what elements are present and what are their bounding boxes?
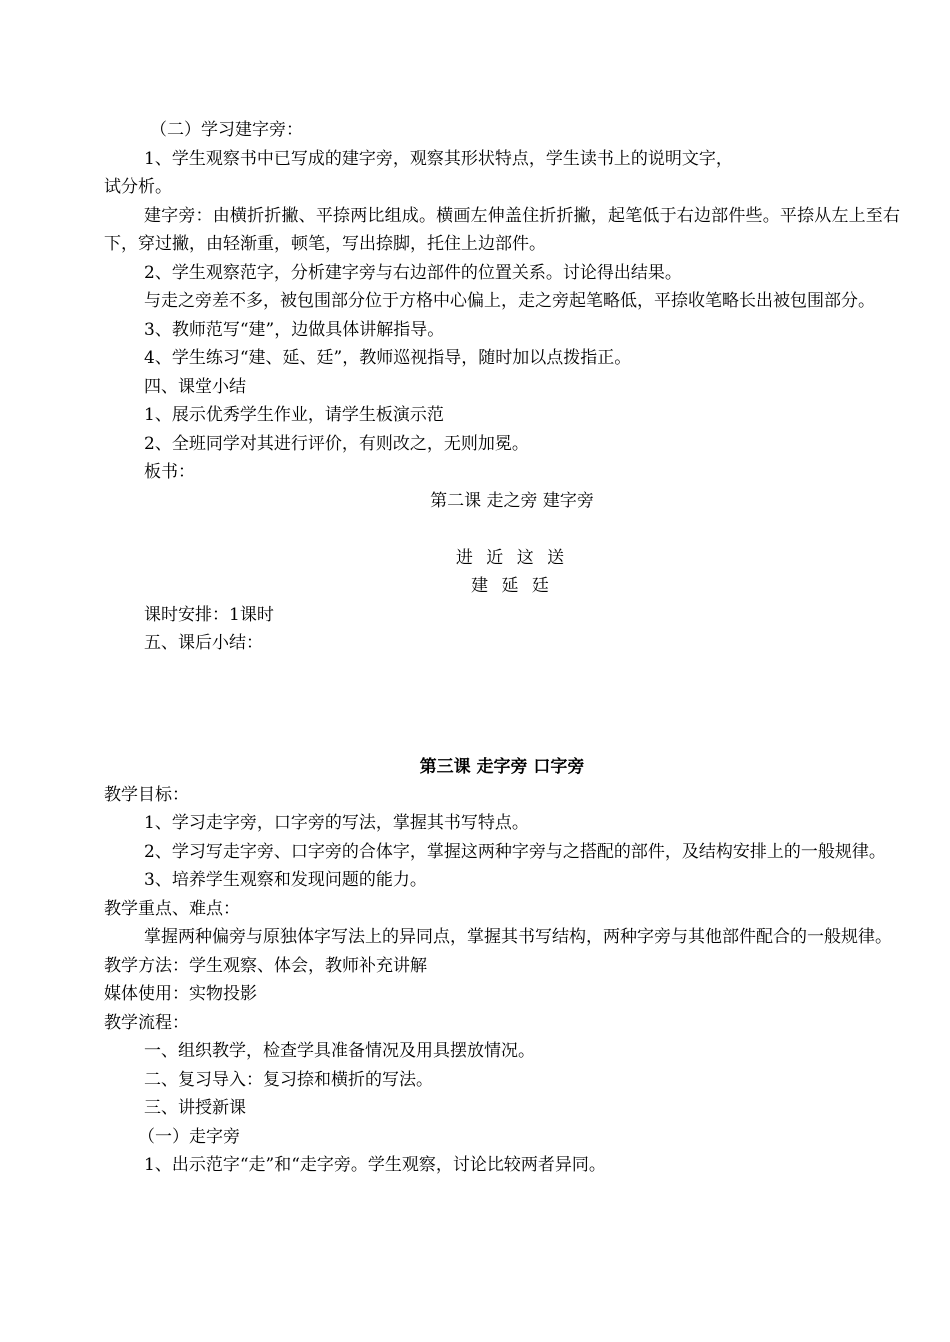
- board-row-2: 建 延 廷: [471, 576, 553, 596]
- subsection-zouzipang: （一）走字旁: [138, 1126, 240, 1147]
- board-title: 第二课 走之旁 建字旁: [430, 490, 594, 511]
- section-heading-jianzipang: （二）学习建字旁：: [150, 120, 303, 140]
- flow-label: 教学流程：: [104, 1012, 189, 1033]
- paragraph-item2: 2、学生观察范字，分析建字旁与右边部件的位置关系。讨论得出结果。: [144, 262, 682, 283]
- goals-label: 教学目标：: [104, 784, 189, 805]
- media-usage: 媒体使用：实物投影: [104, 984, 257, 1004]
- flow-step-3: 三、讲授新课: [144, 1098, 246, 1118]
- summary-item2: 2、全班同学对其进行评价，有则改之，无则加冕。: [144, 433, 529, 454]
- schedule-line: 课时安排：1课时: [144, 604, 274, 625]
- blank-line: [104, 515, 900, 544]
- flow-step-1: 一、组织教学，检查学具准备情况及用具摆放情况。: [144, 1041, 535, 1061]
- flow-step-2: 二、复习导入：复习捺和横折的写法。: [144, 1069, 433, 1090]
- summary-heading: 四、课堂小结: [144, 376, 246, 397]
- paragraph-item3: 3、教师范写“建”，边做具体讲解指导。: [144, 319, 445, 340]
- key-points-text: 掌握两种偏旁与原独体字写法上的异同点，掌握其书写结构，两种字旁与其他部件配合的一般规律。: [144, 927, 892, 947]
- lesson-title: 第三课 走字旁 口字旁: [419, 756, 585, 777]
- after-class-heading: 五、课后小结：: [144, 633, 263, 653]
- paragraph-item1-line2: 试分析。: [104, 177, 172, 197]
- teaching-method: 教学方法：学生观察、体会，教师补充讲解: [104, 955, 427, 976]
- paragraph-item4: 4、学生练习“建、延、廷”，教师巡视指导，随时加以点拨指正。: [144, 348, 632, 368]
- paragraph-jianzipang-description: 建字旁：由横折折撇、平捺两比组成。横画左伸盖住折折撇，起笔低于右边部件些。平捺从左上至右下，穿过撇，由轻渐重，顿笔，写出捺脚，托住上边部件。: [104, 205, 900, 254]
- paragraph-item1-line1: 1、学生观察书中已写成的建字旁，观察其形状特点，学生读书上的说明文字，: [144, 148, 733, 169]
- summary-item1: 1、展示优秀学生作业，请学生板演示范: [144, 405, 444, 425]
- key-points-label: 教学重点、难点：: [104, 898, 240, 919]
- document-page: [104, 116, 900, 1180]
- page-gap: [104, 658, 900, 753]
- paragraph-result: 与走之旁差不多，被包围部分位于方格中心偏上，走之旁起笔略低，平捺收笔略长出被包围部分。: [144, 291, 875, 311]
- goal-3: 3、培养学生观察和发现问题的能力。: [144, 870, 427, 890]
- goal-2: 2、学习写走字旁、口字旁的合体字，掌握这两种字旁与之搭配的部件，及结构安排上的一般规律。: [144, 841, 886, 862]
- goal-1: 1、学习走字旁，口字旁的写法，掌握其书写特点。: [144, 813, 529, 833]
- subsection-item-1: 1、出示范字“走”和“走字旁。学生观察，讨论比较两者异同。: [144, 1155, 606, 1175]
- board-row-1: 进 近 这 送: [455, 547, 569, 568]
- board-label: 板书：: [144, 462, 195, 482]
